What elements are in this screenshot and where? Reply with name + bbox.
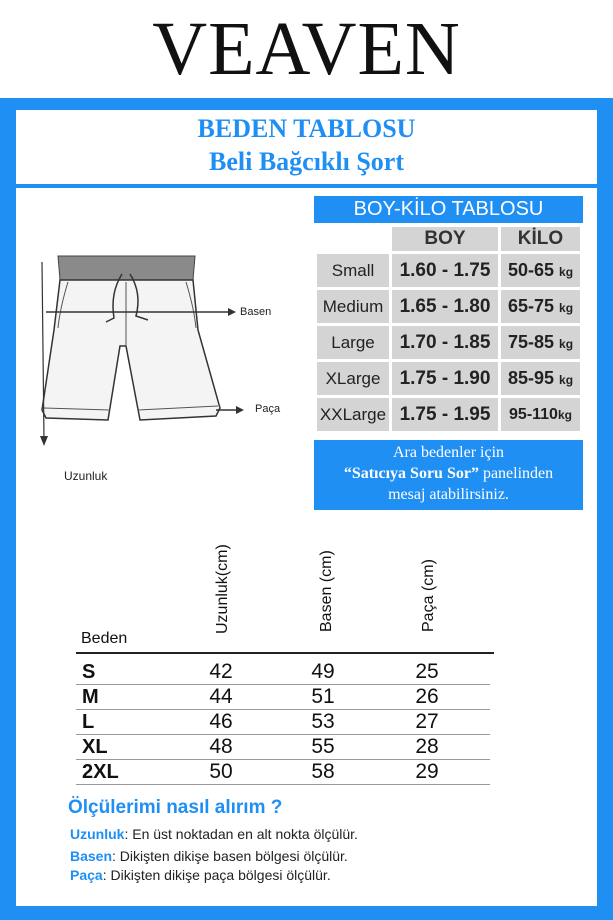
howto-text: : Dikişten dikişe paça bölgesi ölçülür.: [102, 867, 331, 883]
brand-logo: VEAVEN: [152, 7, 461, 91]
table-row: [317, 398, 580, 431]
column-header-basen: Basen (cm): [318, 550, 335, 632]
boy-cell: 1.65 - 1.80: [392, 290, 498, 323]
basen-value: 53: [311, 710, 335, 733]
size-cell: Large: [317, 326, 389, 359]
howto-term: Paça: [70, 867, 103, 883]
kilo-unit: kg: [559, 301, 574, 315]
paca-value: 25: [415, 660, 439, 683]
size-label: M: [82, 686, 99, 708]
kilo-cell: [501, 398, 580, 431]
size-cell: XXLarge: [317, 398, 389, 431]
howto-text: : Dikişten dikişe basen bölgesi ölçülür.: [112, 848, 348, 864]
shorts-diagram: [30, 238, 290, 500]
howto-item: [70, 826, 358, 842]
column-header-paca: Paça (cm): [420, 559, 437, 632]
title-box: [16, 110, 597, 184]
note-line-2: [314, 463, 583, 484]
page-title: BEDEN TABLOSU: [197, 114, 416, 143]
size-label: S: [82, 661, 96, 683]
uzunluk-label: Uzunluk: [64, 469, 108, 483]
basen-value: 58: [311, 760, 335, 783]
column-header-uzunluk: Uzunluk(cm): [214, 544, 231, 634]
howto-text: : En üst noktadan en alt nokta ölçülür.: [124, 826, 358, 842]
paca-value: 29: [415, 760, 439, 783]
kilo-value: 95-110: [509, 405, 558, 423]
info-note: [314, 440, 583, 510]
row-header-beden: Beden: [81, 630, 128, 647]
kilo-cell: [501, 326, 580, 359]
howto-term: Basen: [70, 848, 113, 864]
howto-term: Uzunluk: [70, 826, 125, 842]
howto-item: [70, 848, 348, 864]
kilo-value: 65-75: [507, 296, 554, 316]
header-divider: [76, 652, 494, 654]
kilo-unit: kg: [557, 407, 572, 422]
uzunluk-value: 48: [209, 735, 233, 758]
boy-kilo-title: BOY-KİLO TABLOSU: [314, 196, 583, 223]
howto-title: Ölçülerimi nasıl alırım ?: [68, 797, 283, 818]
size-cell: Medium: [317, 290, 389, 323]
paca-value: 28: [415, 735, 439, 758]
paca-label: Paça: [255, 403, 281, 415]
boy-cell: 1.70 - 1.85: [392, 326, 498, 359]
uzunluk-value: 42: [209, 660, 233, 683]
kilo-value: 75-85: [507, 332, 554, 352]
table-header-empty: [317, 227, 389, 251]
kilo-unit: kg: [559, 373, 574, 387]
note-quote: “Satıcıya Soru Sor”: [343, 465, 479, 482]
size-cell: XLarge: [317, 362, 389, 395]
kilo-cell: [501, 254, 580, 287]
kilo-unit: kg: [559, 265, 574, 279]
size-label: XL: [82, 736, 108, 758]
table-row: [317, 326, 580, 359]
boy-cell: 1.60 - 1.75: [392, 254, 498, 287]
table-header-kilo: KİLO: [501, 227, 580, 251]
table-row: [317, 254, 580, 287]
size-label: L: [82, 711, 95, 733]
table-header-row: [317, 227, 580, 251]
howto-item: [70, 867, 331, 883]
basen-value: 51: [311, 685, 335, 708]
note-line-2-rest: panelinden: [478, 465, 554, 482]
note-line-3: mesaj atabilirsiniz.: [388, 486, 509, 503]
row-divider: [76, 784, 490, 785]
uzunluk-value: 50: [209, 760, 233, 783]
boy-cell: 1.75 - 1.95: [392, 398, 498, 431]
uzunluk-value: 46: [209, 710, 233, 733]
basen-value: 55: [311, 735, 335, 758]
table-row: [317, 290, 580, 323]
product-name: Beli Bağcıklı Şort: [209, 147, 404, 176]
kilo-value: 50-65: [507, 260, 554, 280]
kilo-cell: [501, 362, 580, 395]
kilo-value: 85-95: [507, 368, 554, 388]
boy-kilo-table: [314, 224, 583, 434]
note-line-1: Ara bedenler için: [392, 444, 505, 461]
paca-value: 26: [415, 685, 439, 708]
paca-value: 27: [415, 710, 439, 733]
kilo-unit: kg: [559, 337, 574, 351]
size-label: 2XL: [82, 761, 119, 783]
table-row: [317, 362, 580, 395]
uzunluk-value: 44: [209, 685, 233, 708]
kilo-cell: [501, 290, 580, 323]
basen-value: 49: [311, 660, 335, 683]
table-header-boy: BOY: [392, 227, 498, 251]
basen-label: Basen: [240, 306, 272, 318]
boy-cell: 1.75 - 1.90: [392, 362, 498, 395]
size-cell: Small: [317, 254, 389, 287]
